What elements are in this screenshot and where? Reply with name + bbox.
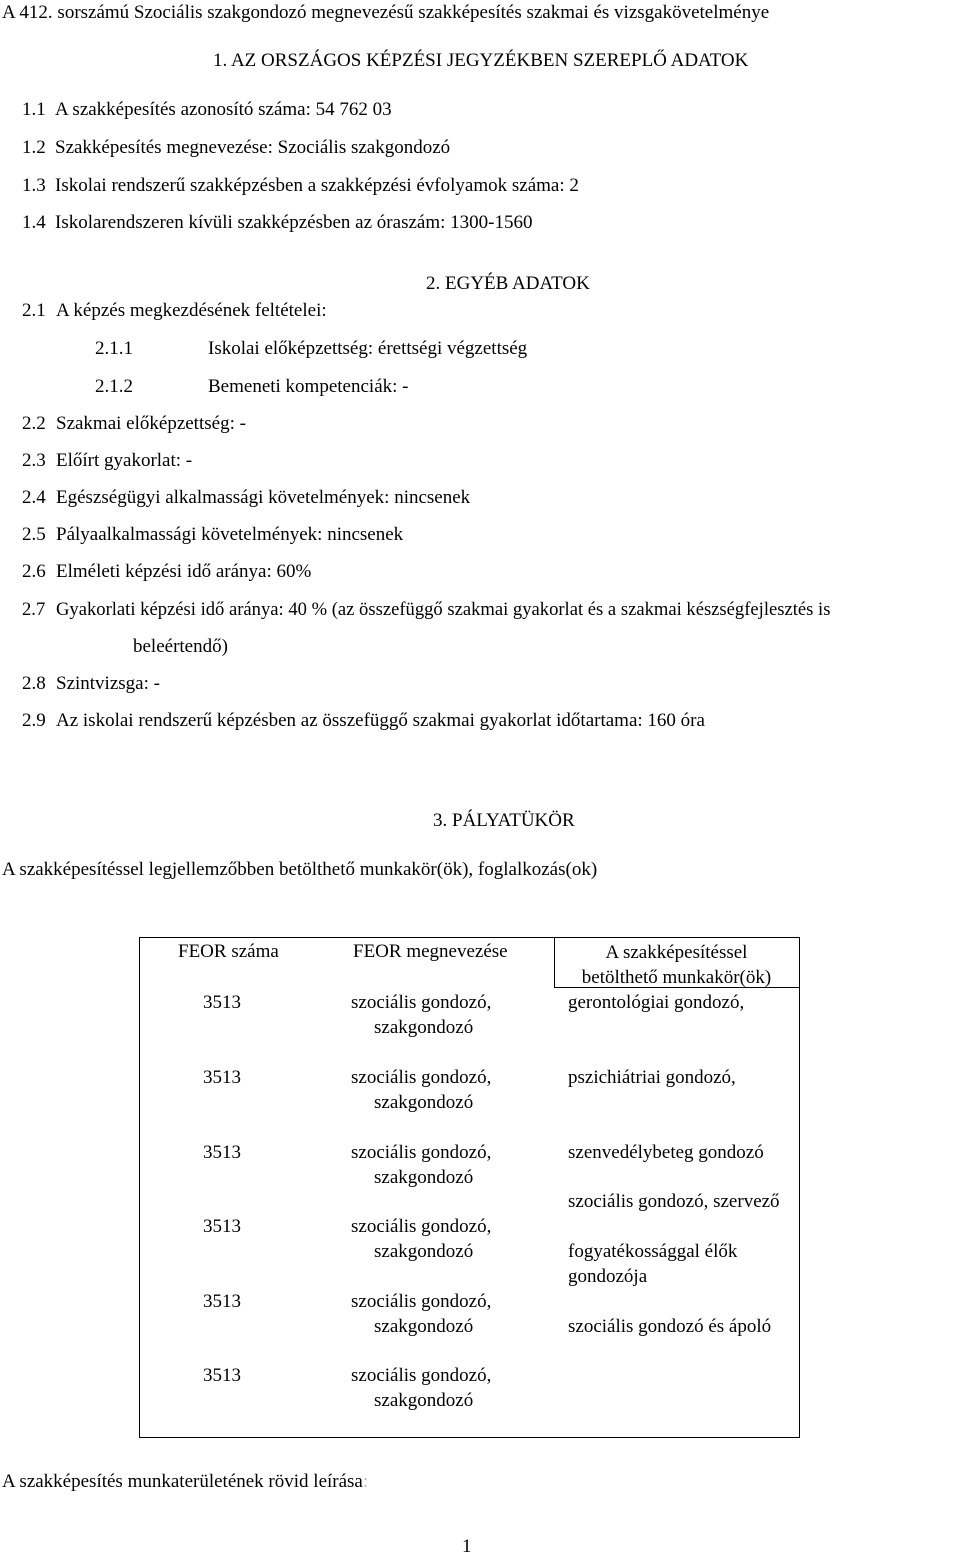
feor-name-line: szakgondozó — [374, 1092, 474, 1113]
item-text: Szintvizsga: - — [56, 673, 160, 694]
job-line: fogyatékossággal élők — [568, 1241, 738, 1262]
item-number: 2.9 — [22, 710, 46, 731]
item-number: 1.1 — [22, 99, 46, 120]
item-number: 2.1 — [22, 300, 46, 321]
feor-number: 3513 — [203, 1365, 241, 1386]
feor-name-line: szociális gondozó, — [351, 1291, 492, 1312]
item-text: Iskolai előképzettség: érettségi végzettség — [208, 338, 528, 359]
item-number: 2.7 — [22, 599, 46, 620]
feor-name-line: szociális gondozó, — [351, 992, 492, 1013]
item-2-3 — [22, 450, 192, 472]
item-1-4 — [22, 212, 532, 234]
item-number: 2.1.2 — [95, 376, 133, 397]
feor-number-column — [140, 938, 325, 1438]
feor-name-line: szakgondozó — [374, 1167, 474, 1188]
item-text: Iskolarendszeren kívüli szakképzésben az óraszám: 1300-1560 — [55, 212, 533, 233]
item-2-5 — [22, 524, 403, 546]
item-number: 2.2 — [22, 413, 46, 434]
item-text: A képzés megkezdésének feltételei: — [56, 300, 327, 321]
feor-name-line: szociális gondozó, — [351, 1142, 492, 1163]
item-1-2 — [22, 137, 450, 159]
feor-number: 3513 — [203, 992, 241, 1013]
item-number: 2.6 — [22, 561, 46, 582]
job-line: szenvedélybeteg gondozó — [568, 1142, 764, 1163]
section-1-title: 1. AZ ORSZÁGOS KÉPZÉSI JEGYZÉKBEN SZEREPLŐ ADATOK — [213, 50, 749, 71]
feor-table — [139, 937, 800, 1438]
item-number: 2.8 — [22, 673, 46, 694]
item-2-8 — [22, 673, 160, 695]
feor-name-line: szociális gondozó, — [351, 1365, 492, 1386]
feor-number: 3513 — [203, 1067, 241, 1088]
job-line: pszichiátriai gondozó, — [568, 1067, 736, 1088]
item-number: 2.3 — [22, 450, 46, 471]
item-2-1-2 — [95, 376, 408, 398]
job-line: szociális gondozó, szervező — [568, 1191, 780, 1212]
item-2-2 — [22, 413, 246, 435]
column-header: A szakképesítéssel betölthető munkakör(ök) — [581, 942, 772, 988]
document-header: A 412. sorszámú Szociális szakgondozó megnevezésű szakképesítés szakmai és vizsgakövetelménye — [2, 2, 770, 23]
item-2-4 — [22, 487, 470, 509]
section-2-title: 2. EGYÉB ADATOK — [426, 273, 590, 294]
item-1-1 — [22, 99, 392, 121]
job-column — [554, 938, 800, 1438]
item-number: 1.4 — [22, 212, 46, 233]
feor-number: 3513 — [203, 1291, 241, 1312]
work-area-heading-colon: : — [362, 1471, 369, 1492]
work-area-heading — [2, 1471, 368, 1493]
job-line: gondozója — [568, 1266, 648, 1287]
feor-name-column — [324, 938, 554, 1438]
item-text: Előírt gyakorlat: - — [56, 450, 193, 471]
section-3-title: 3. PÁLYATÜKÖR — [433, 810, 575, 831]
column-header: FEOR megnevezése — [353, 941, 508, 962]
item-text: Elméleti képzési idő aránya: 60% — [56, 561, 312, 582]
item-text: Az iskolai rendszerű képzésben az összefüggő szakmai gyakorlat időtartama: 160 óra — [56, 710, 705, 731]
job-line: gerontológiai gondozó, — [568, 992, 745, 1013]
feor-name-line: szakgondozó — [374, 1241, 474, 1262]
item-2-7 — [22, 599, 830, 620]
table-row — [140, 938, 800, 1438]
job-line: szociális gondozó és ápoló — [568, 1316, 772, 1337]
column-header: FEOR száma — [178, 941, 279, 962]
item-number: 2.1.1 — [95, 338, 133, 359]
item-number: 2.5 — [22, 524, 46, 545]
page-number: 1 — [462, 1536, 472, 1557]
item-2-7-continuation: beleértendő) — [133, 636, 228, 657]
item-text: Gyakorlati képzési idő aránya: 40 % (az összefüggő szakmai gyakorlat és a szakmai készségfejlesztés is — [56, 599, 831, 620]
item-1-3 — [22, 175, 579, 197]
item-2-1-1 — [95, 338, 527, 360]
item-2-9 — [22, 710, 705, 732]
item-2-6 — [22, 561, 311, 583]
item-number: 1.2 — [22, 137, 46, 158]
feor-name-line: szakgondozó — [374, 1017, 474, 1038]
feor-number: 3513 — [203, 1142, 241, 1163]
feor-name-line: szakgondozó — [374, 1316, 474, 1337]
item-2-1 — [22, 300, 327, 322]
item-text: Szakmai előképzettség: - — [56, 413, 246, 434]
feor-number: 3513 — [203, 1216, 241, 1237]
item-text: A szakképesítés azonosító száma: 54 762 03 — [55, 99, 392, 120]
item-text: Bemeneti kompetenciák: - — [208, 376, 409, 397]
item-text: Iskolai rendszerű szakképzésben a szakképzési évfolyamok száma: 2 — [55, 175, 579, 196]
item-text: Egészségügyi alkalmassági követelmények: nincsenek — [56, 487, 471, 508]
item-number: 1.3 — [22, 175, 46, 196]
section-3-intro: A szakképesítéssel legjellemzőbben betölthető munkakör(ök), foglalkozás(ok) — [2, 859, 598, 880]
feor-name-line: szociális gondozó, — [351, 1067, 492, 1088]
feor-name-line: szakgondozó — [374, 1390, 474, 1411]
feor-name-line: szociális gondozó, — [351, 1216, 492, 1237]
item-number: 2.4 — [22, 487, 46, 508]
item-text: Szakképesítés megnevezése: Szociális szakgondozó — [55, 137, 451, 158]
item-text: Pályaalkalmassági követelmények: nincsenek — [56, 524, 404, 545]
work-area-heading-text: A szakképesítés munkaterületének rövid leírása — [2, 1471, 363, 1492]
